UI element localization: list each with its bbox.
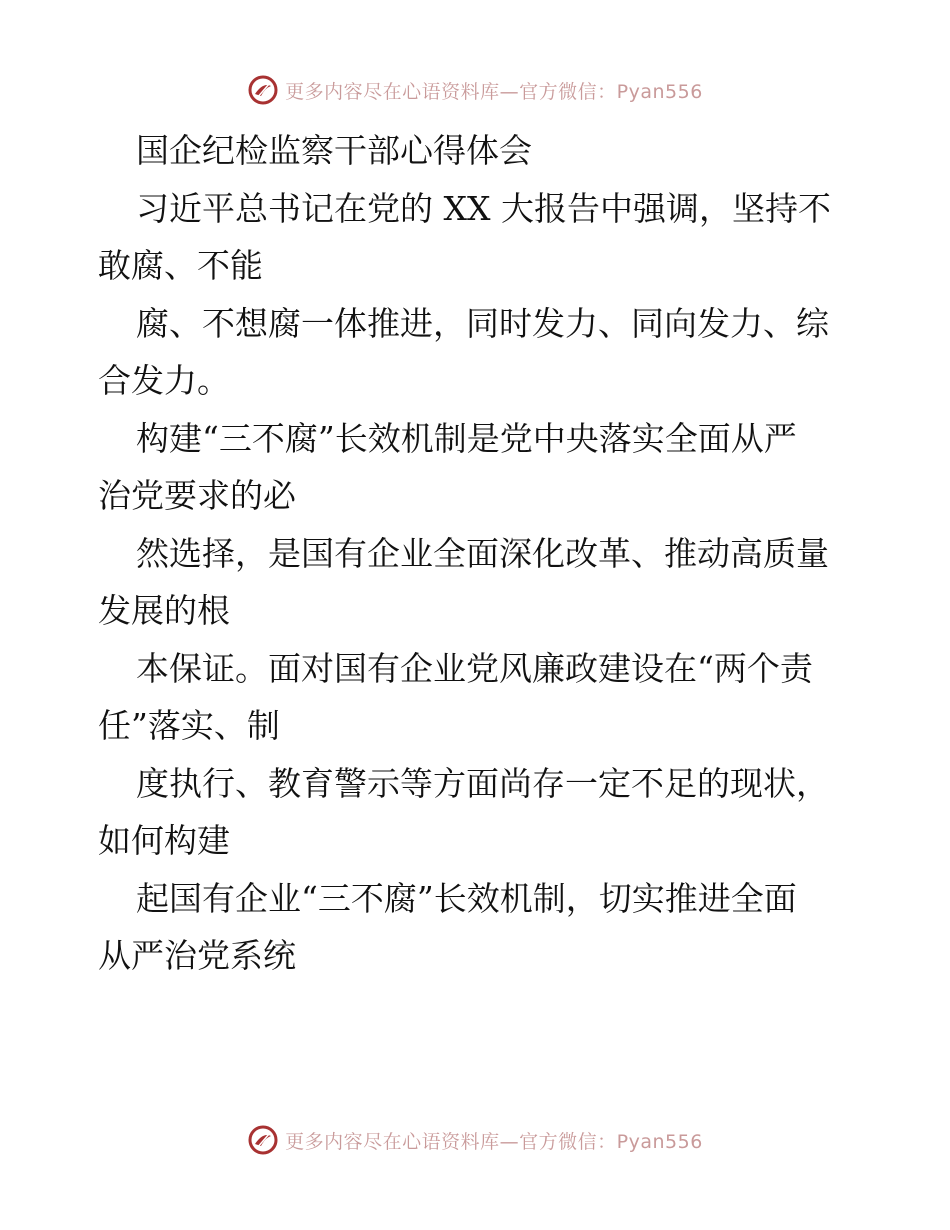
- paragraph-line: 度执行、教育警示等方面尚存一定不足的现状，: [136, 763, 829, 803]
- header-watermark: [0, 72, 950, 108]
- document-body: [98, 122, 850, 985]
- paragraph-line: 发展的根: [98, 591, 230, 630]
- paragraph-line: 如何构建: [98, 821, 230, 860]
- paragraph-line: 合发力。: [98, 361, 230, 400]
- paragraph-line: 本保证。面对国有企业党风廉政建设在“两个责: [136, 648, 813, 688]
- paragraph-line: 从严治党系统: [98, 936, 296, 975]
- footer-watermark: [0, 1122, 950, 1158]
- document-title: 国企纪检监察干部心得体会: [136, 131, 532, 170]
- book-quill-logo-icon: [247, 1124, 279, 1156]
- book-quill-logo-icon: [247, 74, 279, 106]
- paragraph-line: 敢腐、不能: [98, 246, 263, 285]
- paragraph-line: 治党要求的必: [98, 476, 296, 515]
- watermark-text: 更多内容尽在心语资料库—官方微信：Pyan556: [285, 80, 703, 103]
- paragraph-line: 起国有企业“三不腐”长效机制，切实推进全面: [136, 878, 797, 918]
- paragraph-line: 任”落实、制: [98, 706, 280, 745]
- paragraph-line: 构建“三不腐”长效机制是党中央落实全面从严: [136, 418, 797, 458]
- paragraph-line: 然选择，是国有企业全面深化改革、推动高质量: [136, 533, 829, 573]
- paragraph-line: 习近平总书记在党的 XX 大报告中强调，坚持不: [136, 188, 831, 228]
- watermark-text: 更多内容尽在心语资料库—官方微信：Pyan556: [285, 1130, 703, 1153]
- paragraph-line: 腐、不想腐一体推进，同时发力、同向发力、综: [136, 303, 829, 343]
